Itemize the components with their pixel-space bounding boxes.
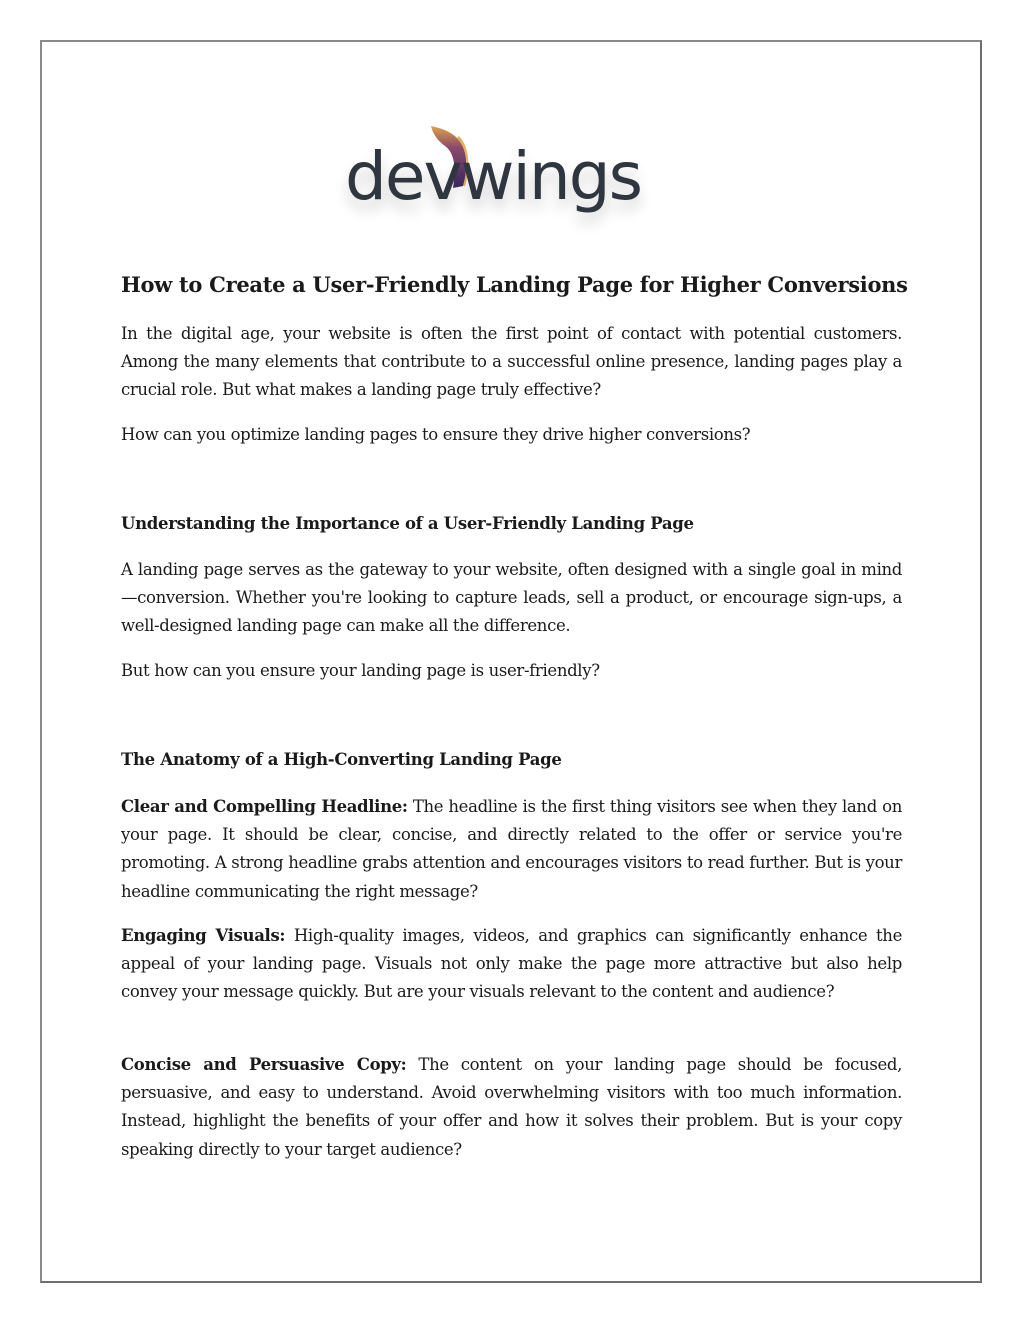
section-heading-importance: Understanding the Importance of a User-Friendly Landing Page: [121, 514, 694, 533]
section1-paragraph: A landing page serves as the gateway to your website, often designed with a single goal in mind—conversion. Whether you're looking to capture leads, sell a product, or encourage sign-ups, a well-designed landing page can make all the difference.: [121, 560, 902, 636]
intro-question: How can you optimize landing pages to ensure they drive higher conversions?: [121, 425, 751, 444]
item-label: Concise and Persuasive Copy:: [121, 1055, 407, 1074]
section-heading-anatomy: The Anatomy of a High-Converting Landing Page: [121, 750, 562, 769]
item-text: High-quality images, videos, and graphics can significantly enhance the appeal of your landing page. Visuals not only make the page more attractive but also help convey your message quickly. But are your visuals relevant to the content and audience?: [121, 926, 902, 1002]
item-text: The content on your landing page should be focused, persuasive, and easy to understand. Avoid overwhelming visitors with too much information. Instead, highlight the benefits of your offer and how it solves their problem. But is your copy speaking directly to your target audience?: [121, 1055, 902, 1159]
page-title: How to Create a User-Friendly Landing Page for Higher Conversions: [121, 272, 908, 297]
item-label: Engaging Visuals:: [121, 926, 286, 945]
intro-paragraph: In the digital age, your website is often the first point of contact with potential customers. Among the many elements that contribute to a successful online presence, landing pages play a crucial role. But what makes a landing page truly effective?: [121, 324, 902, 400]
section1-question: But how can you ensure your landing page is user-friendly?: [121, 661, 600, 680]
item-text: The headline is the first thing visitors see when they land on your page. It should be clear, concise, and directly related to the offer or service you're promoting. A strong headline grabs attention and encourages visitors to read further. But is your headline communicating the right message?: [121, 797, 902, 901]
list-item-visuals: [121, 922, 902, 1007]
item-label: Clear and Compelling Headline:: [121, 797, 408, 816]
list-item-copy: [121, 1051, 902, 1164]
logo-text: devwings: [345, 138, 641, 215]
list-item-headline: [121, 793, 902, 906]
devwings-logo: [345, 120, 665, 230]
